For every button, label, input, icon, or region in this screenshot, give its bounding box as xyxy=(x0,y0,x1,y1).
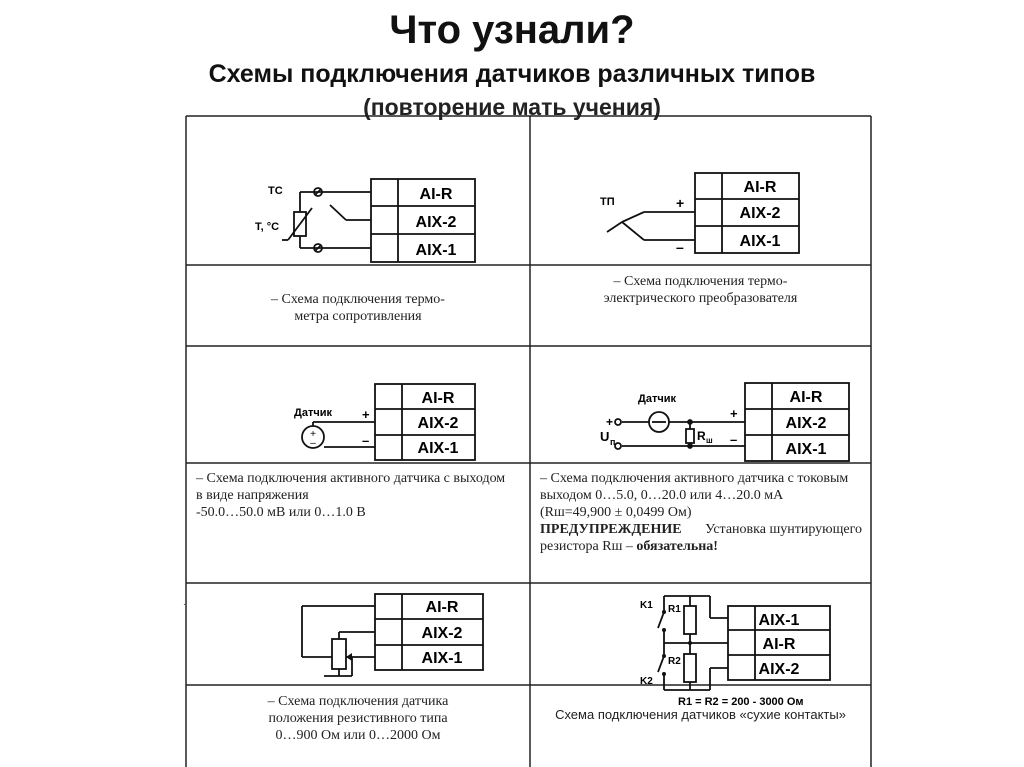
caption-line: -50.0…50.0 мВ или 0…1.0 В xyxy=(196,505,366,520)
supply-voltage-label: U xyxy=(600,429,610,444)
shunt-resistor-subscript: ш xyxy=(706,436,713,445)
terminal-ai-r-label: AI-R xyxy=(762,636,796,653)
caption-voltage-sensor xyxy=(196,470,526,521)
page-subtitle-note: (повторение мать учения) xyxy=(363,94,661,120)
caption-emphasis: обязательна! xyxy=(636,539,718,554)
plus-input-label: + xyxy=(606,415,614,429)
caption-line: – Схема подключения датчика xyxy=(267,694,449,709)
terminal-ai-r-label: AI-R xyxy=(743,179,777,196)
plus-label: + xyxy=(730,406,738,421)
caption-line: – Схема подключения активного датчика с выходом xyxy=(196,471,506,486)
caption-line: метра сопротивления xyxy=(294,309,422,324)
caption-resistance-thermometer xyxy=(186,291,530,325)
caption-line: Установка шунтирующего xyxy=(705,522,862,537)
k1-label: K1 xyxy=(640,600,653,611)
caption-line: – Схема подключения активного датчика с токовым xyxy=(540,471,849,486)
shunt-resistor-label: R xyxy=(697,429,706,443)
svg-text:+: + xyxy=(310,429,316,440)
page-subtitle: Схемы подключения датчиков различных типов xyxy=(208,60,816,88)
terminal-aix2-label: AIX-2 xyxy=(421,625,463,642)
caption-current-sensor xyxy=(540,470,862,555)
thermocouple-diagram xyxy=(600,173,799,255)
caption-dry-contacts: Схема подключения датчиков «сухие контакты» xyxy=(555,707,846,722)
r2-label: R2 xyxy=(668,656,681,667)
svg-text:–: – xyxy=(310,438,316,449)
sensor-label: Датчик xyxy=(294,407,332,419)
terminal-ai-r-label: AI-R xyxy=(425,599,459,616)
terminal-ai-r-label: AI-R xyxy=(789,389,823,406)
r1-label: R1 xyxy=(668,604,681,615)
terminal-aix1-label: AIX-1 xyxy=(758,612,800,629)
supply-voltage-subscript: п xyxy=(610,437,616,447)
caption-line: – Схема подключения термо- xyxy=(271,292,445,307)
terminal-aix2-label: AIX-2 xyxy=(785,415,827,432)
terminal-aix1-label: AIX-1 xyxy=(739,233,781,250)
caption-position-sensor xyxy=(186,693,530,744)
resistance-thermometer-diagram xyxy=(255,179,475,262)
terminal-ai-r-label: AI-R xyxy=(419,186,453,203)
plus-label: + xyxy=(362,407,370,422)
terminal-aix2-label: AIX-2 xyxy=(758,661,800,678)
terminal-aix1-label: AIX-1 xyxy=(785,441,827,458)
caption-thermocouple xyxy=(530,273,871,307)
caption-line xyxy=(540,538,862,555)
temperature-label: Т, °С xyxy=(255,221,280,233)
caption-line: электрического преобразователя xyxy=(603,291,798,306)
dry-contacts-diagram xyxy=(640,596,830,708)
sensor-label: Датчик xyxy=(638,393,676,405)
k2-label: K2 xyxy=(640,676,653,687)
caption-line: в виде напряжения xyxy=(196,488,309,503)
tp-label: ТП xyxy=(600,196,615,208)
caption-text: резистора Rш – xyxy=(540,539,637,554)
minus-label: – xyxy=(676,239,684,255)
terminal-aix1-label: AIX-1 xyxy=(421,650,463,667)
caption-line: – Схема подключения термо- xyxy=(613,274,788,289)
stray-dot: . xyxy=(183,597,186,608)
terminal-ai-r-label: AI-R xyxy=(421,390,455,407)
caption-line: положения резистивного типа xyxy=(268,711,448,726)
current-sensor-diagram xyxy=(600,383,849,461)
caption-line: (Rш=49,900 ± 0,0499 Ом) xyxy=(540,505,692,520)
terminal-aix2-label: AIX-2 xyxy=(415,214,457,231)
caption-line: 0…900 Ом или 0…2000 Ом xyxy=(275,728,441,743)
voltage-sensor-diagram xyxy=(294,384,475,460)
terminal-aix2-label: AIX-2 xyxy=(739,205,781,222)
position-sensor-diagram xyxy=(302,594,483,676)
page-title: Что узнали? xyxy=(389,8,635,52)
caption-warning-line xyxy=(540,521,862,538)
plus-label: + xyxy=(676,195,685,211)
caption-line: выходом 0…5.0, 0…20.0 или 4…20.0 мА xyxy=(540,488,784,503)
resistance-formula: R1 = R2 = 200 - 3000 Ом xyxy=(678,696,804,708)
terminal-aix1-label: AIX-1 xyxy=(417,440,459,457)
warning-label: ПРЕДУПРЕЖДЕНИЕ xyxy=(540,522,682,537)
minus-label: – xyxy=(362,433,370,448)
tc-label: ТС xyxy=(268,185,283,197)
minus-label: – xyxy=(730,432,738,447)
terminal-aix1-label: AIX-1 xyxy=(415,242,457,259)
terminal-aix2-label: AIX-2 xyxy=(417,415,459,432)
